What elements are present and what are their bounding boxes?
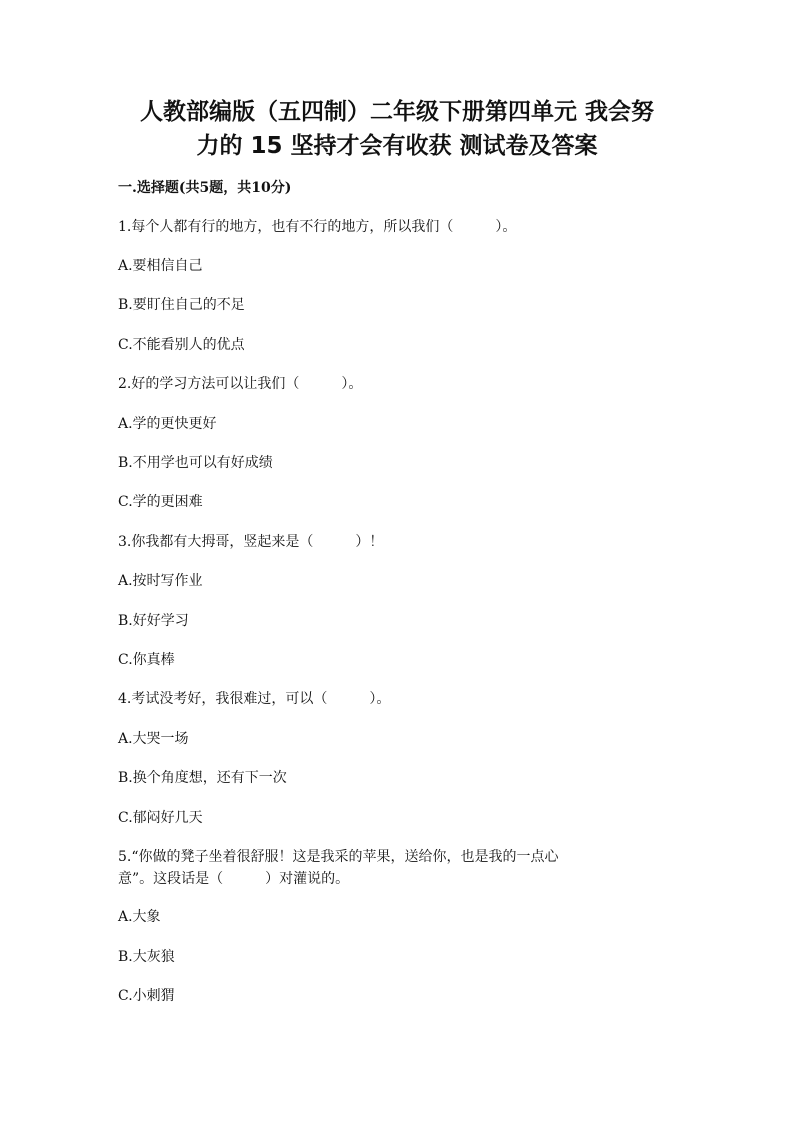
question-3: 3.你我都有大拇哥，竖起来是（ ）！	[118, 534, 384, 550]
question-1: 1.每个人都有行的地方，也有不行的地方，所以我们（ ）。	[118, 219, 517, 235]
question-2-option-c: C.学的更困难	[118, 494, 203, 510]
question-3-option-a: A.按时写作业	[118, 573, 203, 589]
document-title-line-2: 力的 15 坚持才会有收获 测试卷及答案	[196, 133, 598, 159]
document-title-line-1: 人教部编版（五四制）二年级下册第四单元 我会努	[139, 99, 654, 125]
question-5-option-b: B.大灰狼	[118, 949, 175, 965]
question-3-option-c: C.你真棒	[118, 652, 175, 668]
question-1-option-a: A.要相信自己	[118, 258, 203, 274]
question-5-option-a: A.大象	[118, 909, 161, 925]
question-2: 2.好的学习方法可以让我们（ ）。	[118, 376, 363, 392]
question-3-option-b: B.好好学习	[118, 613, 189, 629]
question-4-option-a: A.大哭一场	[118, 731, 189, 747]
question-2-option-a: A.学的更快更好	[118, 416, 217, 432]
question-5-line-2: 意”。这段话是（ ）对灌说的。	[118, 871, 350, 887]
question-4-option-b: B.换个角度想，还有下一次	[118, 770, 287, 786]
question-5-option-c: C.小刺猬	[118, 988, 175, 1004]
question-1-option-c: C.不能看别人的优点	[118, 337, 245, 353]
question-4-option-c: C.郁闷好几天	[118, 810, 203, 826]
question-2-option-b: B.不用学也可以有好成绩	[118, 455, 273, 471]
section-heading: 一.选择题(共5题，共10分)	[118, 180, 292, 196]
question-4: 4.考试没考好，我很难过，可以（ ）。	[118, 691, 391, 707]
question-1-option-b: B.要盯住自己的不足	[118, 297, 245, 313]
question-5-line-1: 5.“你做的凳子坐着很舒服！这是我采的苹果，送给你，也是我的一点心	[118, 849, 559, 865]
